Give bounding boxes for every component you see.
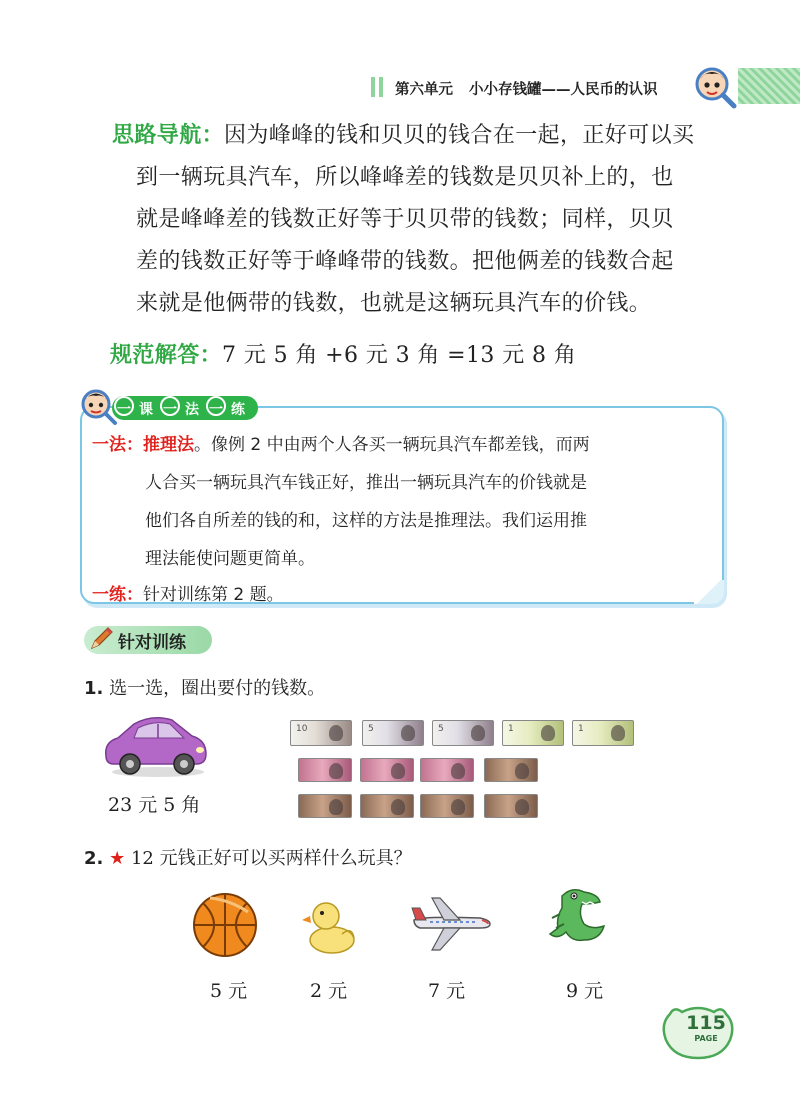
ball-price: 5 元 <box>210 980 248 1002</box>
page-word: PAGE <box>694 1034 718 1043</box>
answer-text: 7 元 5 角 +6 元 3 角 =13 元 8 角 <box>222 343 577 368</box>
method-line-1: 一法：推理法。像例 2 中由两个人各买一辆玩具汽车都差钱，而两 <box>92 435 590 455</box>
tag-char-2: 课 <box>139 402 153 418</box>
question-1 <box>84 674 325 700</box>
five-jiao-note[interactable] <box>420 758 474 782</box>
car-price: 23 元 5 角 <box>108 794 201 816</box>
five-yuan-note[interactable]: 5 <box>362 720 424 746</box>
unit-title: 小小存钱罐——人民币的认识 <box>469 82 658 98</box>
practice-label: 一练： <box>92 585 143 605</box>
one-jiao-note[interactable] <box>298 794 352 818</box>
thinking-line-4: 差的钱数正好等于峰峰带的钱数。把他俩差的钱数合起 <box>136 249 674 274</box>
method-name: 推理法 <box>143 435 194 455</box>
thinking-line-1: 思路导航：因为峰峰的钱和贝贝的钱合在一起，正好可以买 <box>112 123 695 148</box>
q2-number: 2. <box>84 848 104 869</box>
tag-char-3: 一 <box>163 402 177 418</box>
pencil-icon <box>88 624 116 652</box>
duck-price: 2 元 <box>310 980 348 1002</box>
thinking-label: 思路导航： <box>112 123 225 148</box>
method-line-2: 人合买一辆玩具汽车钱正好，推出一辆玩具汽车的价钱就是 <box>145 473 587 493</box>
crocodile-price: 9 元 <box>566 980 604 1002</box>
duck-icon[interactable] <box>302 896 358 956</box>
airplane-price: 7 元 <box>428 980 466 1002</box>
unit-label: 第六单元 <box>395 82 453 98</box>
mascot-magnifier-icon <box>694 66 738 110</box>
basketball-icon[interactable] <box>190 890 260 960</box>
thinking-line-3: 就是峰峰差的钱数正好等于贝贝带的钱数；同样，贝贝 <box>136 207 674 232</box>
method-line-4: 理法能使问题更简单。 <box>145 549 315 569</box>
page-number: 115 <box>686 1012 726 1034</box>
one-jiao-note[interactable] <box>484 794 538 818</box>
page-corner-fold <box>694 580 724 604</box>
five-jiao-note[interactable] <box>298 758 352 782</box>
mascot-small-icon <box>80 388 118 426</box>
tag-char-1: 一 <box>117 402 131 418</box>
star-icon: ★ <box>109 848 126 869</box>
thinking-line-5: 来就是他俩带的钱数，也就是这辆玩具汽车的价钱。 <box>136 291 652 316</box>
method-label: 一法： <box>92 435 143 455</box>
toy-car-icon <box>100 712 212 778</box>
training-title: 针对训练 <box>118 633 186 653</box>
tag-char-4: 法 <box>185 402 199 418</box>
ten-yuan-note[interactable]: 10 <box>290 720 352 746</box>
question-2 <box>84 844 412 870</box>
practice-text: 针对训练第 2 题。 <box>143 585 284 605</box>
practice-line <box>92 580 284 605</box>
five-yuan-note[interactable]: 5 <box>432 720 494 746</box>
answer-line <box>110 338 576 369</box>
answer-label: 规范解答： <box>110 343 223 368</box>
header-text <box>395 78 658 99</box>
tag-char-5: 一 <box>209 402 223 418</box>
one-yuan-note[interactable]: 1 <box>502 720 564 746</box>
header-bars <box>371 77 387 101</box>
q1-text: 选一选，圈出要付的钱数。 <box>109 678 326 699</box>
method-line-3: 他们各自所差的钱的和，这样的方法是推理法。我们运用推 <box>145 511 587 531</box>
tag-char-6: 练 <box>231 402 245 418</box>
one-jiao-note[interactable] <box>484 758 538 782</box>
one-yuan-note[interactable]: 1 <box>572 720 634 746</box>
q1-number: 1. <box>84 678 104 699</box>
five-jiao-note[interactable] <box>360 758 414 782</box>
one-jiao-note[interactable] <box>360 794 414 818</box>
thinking-line-2: 到一辆玩具汽车，所以峰峰差的钱数是贝贝补上的，也 <box>136 165 674 190</box>
crocodile-icon[interactable] <box>542 884 608 950</box>
q2-text: 12 元钱正好可以买两样什么玩具？ <box>130 848 412 869</box>
airplane-icon[interactable] <box>410 896 492 952</box>
header-stripe <box>738 68 800 104</box>
one-jiao-note[interactable] <box>420 794 474 818</box>
page-header <box>0 66 800 110</box>
